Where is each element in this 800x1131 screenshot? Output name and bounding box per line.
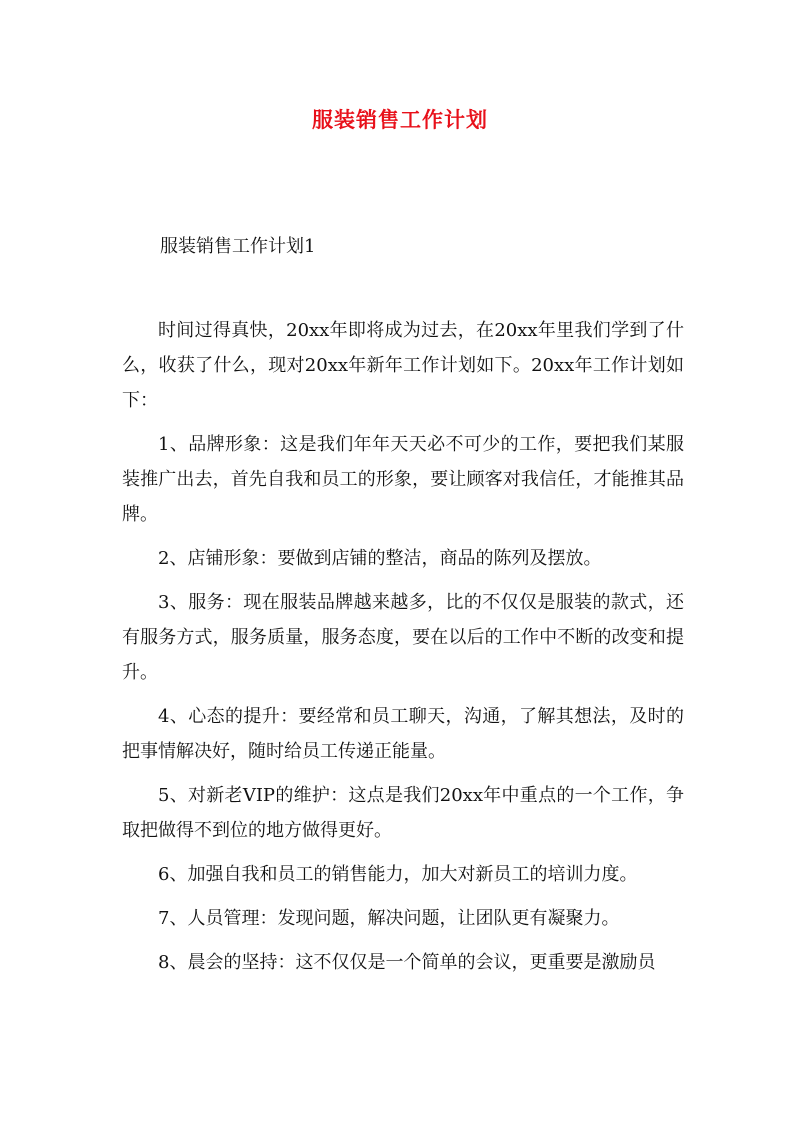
paragraph-item-7: 7、人员管理：发现问题，解决问题，让团队更有凝聚力。 bbox=[158, 908, 620, 929]
paragraph-item-5: 5、对新老VIP的维护：这点是我们20xx年中重点的一个工作，争取把做得不到位的地方做得更好。 bbox=[122, 785, 684, 841]
paragraph-item-4: 4、心态的提升：要经常和员工聊天，沟通，了解其想法，及时的把事情解决好，随时给员工传递正能量。 bbox=[122, 706, 684, 762]
document-body bbox=[122, 313, 684, 980]
paragraph-item-1: 1、品牌形象：这是我们年年天天必不可少的工作，要把我们某服装推广出去，首先自我和员工的形象，要让顾客对我信任，才能推其品牌。 bbox=[122, 434, 684, 525]
paragraph-item-8: 8、晨会的坚持：这不仅仅是一个简单的会议，更重要是激励员 bbox=[158, 952, 656, 973]
paragraph-item-3: 3、服务：现在服装品牌越来越多，比的不仅仅是服装的款式，还有服务方式，服务质量，服务态度，要在以后的工作中不断的改变和提升。 bbox=[122, 592, 684, 683]
section-title: 服装销售工作计划1 bbox=[160, 236, 316, 257]
paragraph-item-2: 2、店铺形象：要做到店铺的整洁，商品的陈列及摆放。 bbox=[158, 548, 602, 569]
document-title: 服装销售工作计划 bbox=[312, 107, 488, 132]
paragraph-intro: 时间过得真快，20xx年即将成为过去，在20xx年里我们学到了什么，收获了什么，现对20xx年新年工作计划如下。20xx年工作计划如下： bbox=[122, 320, 684, 411]
paragraph-item-6: 6、加强自我和员工的销售能力，加大对新员工的培训力度。 bbox=[158, 864, 638, 885]
